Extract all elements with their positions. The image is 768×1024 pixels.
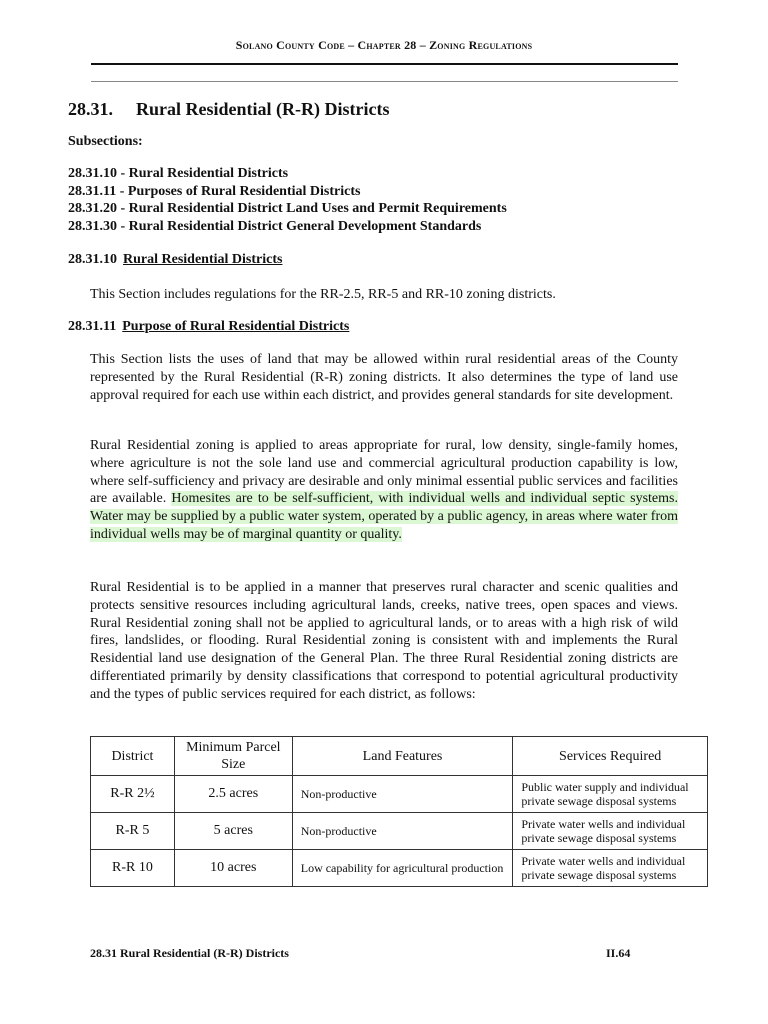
table-cell: Public water supply and individual private sewage disposal systems <box>513 776 708 813</box>
table-cell: Private water wells and individual private sewage disposal systems <box>513 813 708 850</box>
heading-28-31-10 <box>68 252 282 268</box>
column-header: District <box>91 737 175 776</box>
table-cell: Non-productive <box>292 776 513 813</box>
table-cell: Private water wells and individual private sewage disposal systems <box>513 850 708 887</box>
table-cell: 2.5 acres <box>174 776 292 813</box>
column-header: Services Required <box>513 737 708 776</box>
table-row <box>91 813 708 850</box>
subsection-item: 28.31.30 - Rural Residential District General Development Standards <box>68 218 482 234</box>
heading-title: Rural Residential Districts <box>123 252 283 267</box>
table-cell: 5 acres <box>174 813 292 850</box>
districts-table <box>90 736 708 887</box>
section-title <box>68 99 389 120</box>
footer-section-title: 28.31 Rural Residential (R-R) Districts <box>90 946 289 960</box>
table-row <box>91 776 708 813</box>
section-number: 28.31. <box>68 99 113 119</box>
subsection-item: 28.31.10 - Rural Residential Districts <box>68 166 289 181</box>
heading-number: 28.31.10 <box>68 252 117 267</box>
paragraph-purpose-2 <box>90 437 678 544</box>
subsections-label: Subsections: <box>68 134 143 149</box>
footer-page-number: II.64 <box>606 946 631 960</box>
table-cell: R-R 2½ <box>91 776 175 813</box>
paragraph-28-31-10: This Section includes regulations for the RR-2.5, RR-5 and RR-10 zoning districts. <box>90 287 556 302</box>
table-cell: R-R 5 <box>91 813 175 850</box>
table-cell: Low capability for agricultural production <box>292 850 513 887</box>
heading-title: Purpose of Rural Residential Districts <box>122 319 350 334</box>
highlighted-text: Homesites are to be self-sufficient, with individual wells and individual septic systems. Water may be supplied by a public water system, operated by a public agency, in areas where water from individual wells may be of marginal quantity or quality. <box>90 491 678 542</box>
table-cell: Non-productive <box>292 813 513 850</box>
table-header-row <box>91 737 708 776</box>
subsection-item: 28.31.11 - Purposes of Rural Residential Districts <box>68 183 361 199</box>
subsection-list <box>68 165 507 235</box>
section-title-text: Rural Residential (R-R) Districts <box>136 99 390 119</box>
subsection-item: 28.31.20 - Rural Residential District Land Uses and Permit Requirements <box>68 201 507 216</box>
heading-28-31-11 <box>68 319 349 335</box>
paragraph-purpose-3: Rural Residential is to be applied in a manner that preserves rural character and scenic qualities and protects sensitive resources including agricultural lands, creeks, native trees, open spaces and views. Rural Residential zoning shall not be applied to agricultural lands, or to areas with a high risk of wild fires, landslides, or flooding. Rural Residential zoning is consistent with and implements the Rural Residential land use designation of the General Plan. The three Rural Residential zoning districts are differentiated primarily by density classifications that correspond to potential agricultural productivity and the types of public services required for each district, as follows: <box>90 580 678 702</box>
running-header: Solano County Code – Chapter 28 – Zoning Regulations <box>235 38 533 52</box>
header-rule-thin <box>91 81 678 82</box>
table-cell: R-R 10 <box>91 850 175 887</box>
table-cell: 10 acres <box>174 850 292 887</box>
header-rule-thick <box>91 63 678 65</box>
table-row <box>91 850 708 887</box>
paragraph-purpose-1: This Section lists the uses of land that may be allowed within rural residential areas of the County represented by the Rural Residential (R-R) zoning districts. It also determines the type of land use approval required for each use within each district, and provides general standards for site development. <box>90 352 678 403</box>
paragraph-text: Rural Residential zoning is applied to areas appropriate for rural, low density, single-family homes, where agriculture is not the sole land use and commercial agricultural production capability is low, where self-sufficiency and privacy are desirable and only minimal essential public services and facilities are available. <box>90 438 678 507</box>
column-header: Land Features <box>292 737 513 776</box>
column-header: Minimum Parcel Size <box>174 737 292 776</box>
heading-number: 28.31.11 <box>68 319 117 334</box>
